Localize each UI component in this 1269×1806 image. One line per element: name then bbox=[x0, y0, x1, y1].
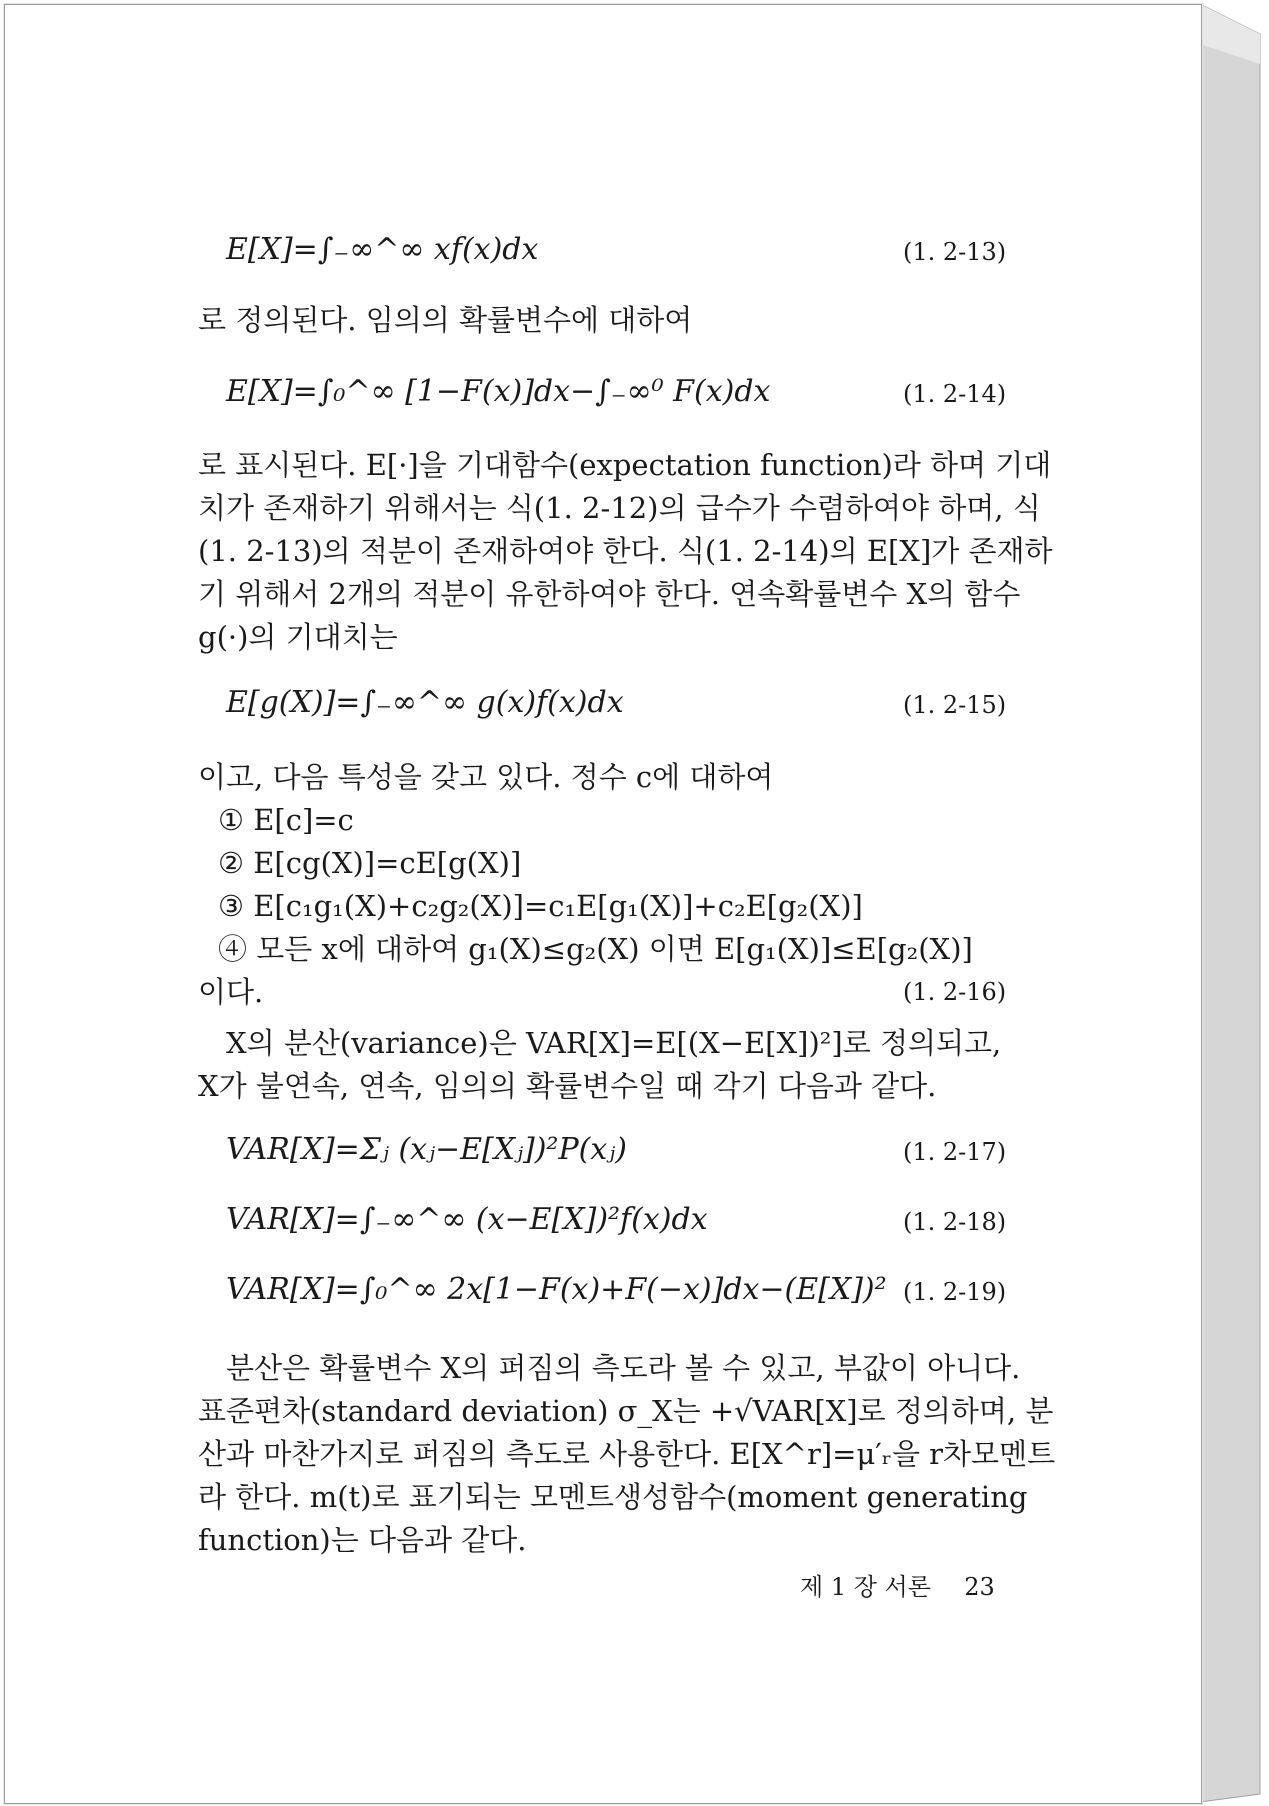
text-line: 기 위해서 2개의 적분이 유한하여야 한다. 연속확률변수 X의 함수 bbox=[198, 577, 1021, 611]
equation-1-2-17: VAR[X]=Σⱼ (xⱼ−E[Xⱼ])²P(xⱼ) bbox=[226, 1132, 627, 1167]
page-number: 23 bbox=[964, 1573, 995, 1601]
text-line: (1. 2-13)의 적분이 존재하여야 한다. 식(1. 2-14)의 E[X]가 존재하 bbox=[198, 534, 1053, 568]
text-line: 이고, 다음 특성을 갖고 있다. 정수 c에 대하여 bbox=[198, 760, 774, 794]
text-line: X가 불연속, 연속, 임의의 확률변수일 때 각기 다음과 같다. bbox=[198, 1069, 937, 1103]
text-line: function)는 다음과 같다. bbox=[198, 1523, 527, 1557]
text-line: 라 한다. m(t)로 표기되는 모멘트생성함수(moment generating bbox=[198, 1480, 1028, 1514]
text-line: 치가 존재하기 위해서는 식(1. 2-12)의 급수가 수렴하여야 하며, 식 bbox=[198, 491, 1041, 525]
text-line: X의 분산(variance)은 VAR[X]=E[(X−E[X])²]로 정의되고, bbox=[226, 1026, 1002, 1060]
text-line: 산과 마찬가지로 퍼짐의 측도로 사용한다. E[X^r]=μ′ᵣ을 r차모멘트 bbox=[198, 1437, 1056, 1471]
property-item: ④ 모든 x에 대하여 g₁(X)≤g₂(X) 이면 E[g₁(X)]≤E[g₂(X)] bbox=[218, 932, 973, 966]
property-item: ③ E[c₁g₁(X)+c₂g₂(X)]=c₁E[g₁(X)]+c₂E[g₂(X)] bbox=[218, 889, 863, 923]
property-item: ② E[cg(X)]=cE[g(X)] bbox=[218, 846, 522, 880]
equation-number: (1. 2-18) bbox=[903, 1208, 1007, 1236]
text-line: 로 정의된다. 임의의 확률변수에 대하여 bbox=[198, 303, 693, 337]
equation-1-2-14: E[X]=∫₀^∞ [1−F(x)]dx−∫₋∞⁰ F(x)dx bbox=[226, 374, 771, 409]
equation-1-2-19: VAR[X]=∫₀^∞ 2x[1−F(x)+F(−x)]dx−(E[X])² bbox=[226, 1272, 887, 1307]
equation-number: (1. 2-17) bbox=[903, 1138, 1007, 1166]
equation-1-2-18: VAR[X]=∫₋∞^∞ (x−E[X])²f(x)dx bbox=[226, 1202, 708, 1237]
page-footer bbox=[800, 1570, 995, 1604]
property-item: ① E[c]=c bbox=[218, 803, 354, 837]
chapter-label: 제 1 장 서론 bbox=[800, 1573, 931, 1601]
equation-number: (1. 2-13) bbox=[903, 238, 1007, 266]
text-line: 이다. bbox=[198, 975, 264, 1009]
text-line: 분산은 확률변수 X의 퍼짐의 측도라 볼 수 있고, 부값이 아니다. bbox=[226, 1351, 1021, 1385]
text-line: 로 표시된다. E[·]을 기대함수(expectation function)라 하며 기대 bbox=[198, 448, 1052, 482]
equation-number: (1. 2-15) bbox=[903, 691, 1007, 719]
equation-1-2-13: E[X]=∫₋∞^∞ xf(x)dx bbox=[226, 232, 539, 267]
equation-1-2-15: E[g(X)]=∫₋∞^∞ g(x)f(x)dx bbox=[226, 685, 624, 720]
book-edge bbox=[1200, 4, 1265, 1802]
text-line: 표준편차(standard deviation) σ_X는 +√VAR[X]로 정의하며, 분 bbox=[198, 1394, 1054, 1428]
equation-number: (1. 2-19) bbox=[903, 1278, 1007, 1306]
equation-number: (1. 2-14) bbox=[903, 380, 1007, 408]
equation-number: (1. 2-16) bbox=[903, 978, 1007, 1006]
text-line: g(·)의 기대치는 bbox=[198, 620, 398, 654]
